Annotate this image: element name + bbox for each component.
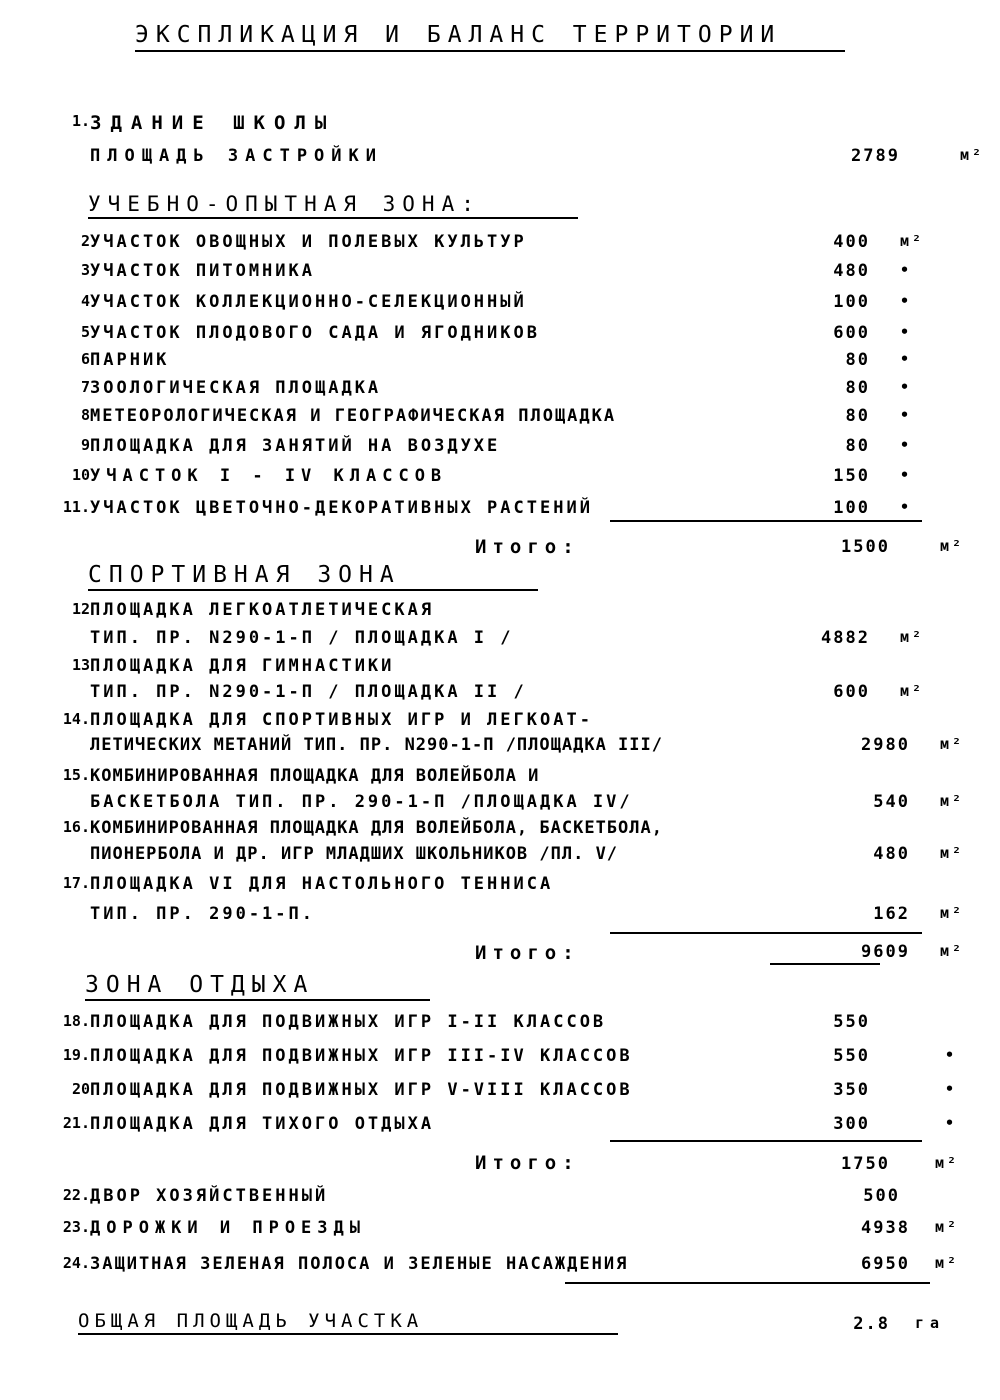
list-item — [50, 628, 940, 656]
item-number: 13 — [71, 656, 90, 674]
item-unit: м² — [900, 682, 925, 700]
item-value: 100 — [833, 498, 870, 518]
list-item — [50, 1046, 958, 1074]
item-value: 480 — [833, 261, 870, 281]
item-unit: м² — [940, 735, 965, 753]
item-label: ДОРОЖКИ И ПРОЕЗДЫ — [90, 1218, 366, 1238]
item-label: КОМБИНИРОВАННАЯ ПЛОЩАДКА ДЛЯ ВОЛЕЙБОЛА И — [90, 766, 540, 786]
item-unit: • — [900, 292, 913, 310]
item-unit: • — [900, 378, 913, 396]
item-label: ПЛОЩАДКА ДЛЯ СПОРТИВНЫХ ИГР И ЛЕГКОАТ- — [90, 710, 593, 730]
item-value: 400 — [833, 232, 870, 252]
item-label: ПЛОЩАДКА ДЛЯ ТИХОГО ОТДЫХА — [90, 1114, 435, 1134]
total-row — [50, 537, 965, 565]
item-unit: м² — [900, 628, 925, 646]
list-item — [50, 436, 940, 464]
item-number: 24. — [62, 1254, 90, 1272]
item-number: 17. — [62, 874, 90, 892]
item-value: 80 — [845, 406, 870, 426]
list-item — [50, 1254, 960, 1282]
item-label: БАСКЕТБОЛА ТИП. ПР. 290-1-П /ПЛОЩАДКА IV/ — [90, 792, 633, 812]
item-label: УЧАСТОК ЦВЕТОЧНО-ДЕКОРАТИВНЫХ РАСТЕНИЙ — [90, 498, 593, 518]
item-number: 4 — [80, 292, 90, 310]
item-value: 4882 — [821, 628, 870, 648]
section-heading: СПОРТИВНАЯ ЗОНА — [88, 562, 538, 591]
item-label: ТИП. ПР. 290-1-П. — [90, 904, 315, 924]
item-value: 300 — [833, 1114, 870, 1134]
item-label: МЕТЕОРОЛОГИЧЕСКАЯ И ГЕОГРАФИЧЕСКАЯ ПЛОЩАДКА — [90, 406, 617, 426]
item-number: 1. — [71, 112, 90, 130]
item-number: 15. — [62, 766, 90, 784]
item-label: ЛЕТИЧЕСКИХ МЕТАНИЙ ТИП. ПР. N290-1-П /ПЛОЩАДКА III/ — [90, 735, 663, 755]
list-item — [50, 904, 965, 932]
item-label: КОМБИНИРОВАННАЯ ПЛОЩАДКА ДЛЯ ВОЛЕЙБОЛА, БАСКЕТБОЛА, — [90, 818, 663, 838]
item-number: 11. — [62, 498, 90, 516]
overall-area-value: 2.8 — [853, 1314, 890, 1334]
underline-rule — [610, 520, 922, 522]
list-item — [50, 656, 940, 684]
list-item — [50, 261, 940, 289]
item-value: 4938 — [861, 1218, 910, 1238]
item-label: УЧАСТОК КОЛЛЕКЦИОННО-СЕЛЕКЦИОННЫЙ — [90, 292, 527, 312]
list-item — [50, 292, 940, 320]
item-number: 22. — [62, 1186, 90, 1204]
total-label: Итого: — [475, 536, 580, 558]
item-label: ПЛОЩАДКА VI ДЛЯ НАСТОЛЬНОГО ТЕННИСА — [90, 874, 554, 894]
list-item — [50, 1012, 940, 1040]
item-number: 9 — [80, 436, 90, 454]
overall-area-label: ОБЩАЯ ПЛОЩАДЬ УЧАСТКА — [78, 1310, 618, 1335]
item-label: УЧАСТОК ПИТОМНИКА — [90, 261, 315, 281]
item-unit: • — [900, 406, 913, 424]
item-unit: • — [945, 1114, 958, 1132]
item-value: 162 — [873, 904, 910, 924]
list-item — [50, 323, 940, 351]
list-item — [50, 1114, 958, 1142]
item-unit: м² — [900, 232, 925, 250]
list-item — [50, 406, 940, 434]
list-item — [50, 844, 965, 872]
item-label: ЗАЩИТНАЯ ЗЕЛЕНАЯ ПОЛОСА И ЗЕЛЕНЫЕ НАСАЖДЕНИЯ — [90, 1254, 629, 1274]
item-number: 3 — [80, 261, 90, 279]
item-value: 550 — [833, 1012, 870, 1032]
item-number: 5 — [80, 323, 90, 341]
item-number: 7 — [80, 378, 90, 396]
item-label: ЗООЛОГИЧЕСКАЯ ПЛОЩАДКА — [90, 378, 382, 398]
item-label: УЧАСТОК I - IV КЛАССОВ — [90, 466, 448, 486]
item-value: 150 — [833, 466, 870, 486]
item-unit: • — [945, 1080, 958, 1098]
item-number: 6 — [80, 350, 90, 368]
total-unit: м² — [940, 537, 965, 555]
item-number: 23. — [62, 1218, 90, 1236]
item-label: ПЛОЩАДКА ЛЕГКОАТЛЕТИЧЕСКАЯ — [90, 600, 435, 620]
list-item — [50, 766, 940, 794]
item-label: ПЛОЩАДКА ДЛЯ ПОДВИЖНЫХ ИГР III-IV КЛАССОВ — [90, 1046, 633, 1066]
total-value: 1500 — [841, 537, 890, 557]
list-item — [50, 232, 940, 260]
section-heading: УЧЕБНО-ОПЫТНАЯ ЗОНА: — [88, 192, 578, 219]
total-unit: м² — [940, 942, 965, 960]
item-unit: м² — [940, 792, 965, 810]
document-title: ЭКСПЛИКАЦИЯ И БАЛАНС ТЕРРИТОРИИ — [135, 22, 845, 52]
item-label: ТИП. ПР. N290-1-П / ПЛОЩАДКА II / — [90, 682, 527, 702]
item-label: ТИП. ПР. N290-1-П / ПЛОЩАДКА I / — [90, 628, 514, 648]
list-item — [50, 112, 940, 140]
item-unit: • — [900, 261, 913, 279]
list-item — [50, 350, 940, 378]
item-number: 14. — [62, 710, 90, 728]
item-number: 19. — [62, 1046, 90, 1064]
item-unit: м² — [940, 904, 965, 922]
item-label: ПЛОЩАДКА ДЛЯ ЗАНЯТИЙ НА ВОЗДУХЕ — [90, 436, 501, 456]
item-label: ПЛОЩАДЬ ЗАСТРОЙКИ — [90, 146, 383, 166]
list-item — [50, 792, 965, 820]
item-number: 16. — [62, 818, 90, 836]
total-unit: м² — [935, 1154, 960, 1172]
item-value: 80 — [845, 350, 870, 370]
item-label: УЧАСТОК ОВОЩНЫХ И ПОЛЕВЫХ КУЛЬТУР — [90, 232, 527, 252]
item-value: 600 — [833, 323, 870, 343]
item-number: 18. — [62, 1012, 90, 1030]
item-value: 2980 — [861, 735, 910, 755]
item-value: 600 — [833, 682, 870, 702]
item-value: 6950 — [861, 1254, 910, 1274]
item-number: 2 — [80, 232, 90, 250]
list-item — [50, 874, 940, 902]
item-number: 20 — [71, 1080, 90, 1098]
list-item — [50, 600, 940, 628]
item-unit: • — [900, 323, 913, 341]
item-value: 2789 — [851, 146, 900, 166]
item-label: ПЛОЩАДКА ДЛЯ ПОДВИЖНЫХ ИГР V-VIII КЛАССОВ — [90, 1080, 633, 1100]
item-value: 350 — [833, 1080, 870, 1100]
total-value: 1750 — [841, 1154, 890, 1174]
section-heading: ЗОНА ОТДЫХА — [85, 972, 430, 1001]
item-unit: м² — [935, 1254, 960, 1272]
item-label: ПАРНИК — [90, 350, 170, 370]
list-item — [50, 818, 940, 846]
item-unit: • — [900, 350, 913, 368]
total-label: Итого: — [475, 942, 580, 964]
item-number: 21. — [62, 1114, 90, 1132]
item-label: ПИОНЕРБОЛА И ДР. ИГР МЛАДШИХ ШКОЛЬНИКОВ /ПЛ. V/ — [90, 844, 619, 864]
list-item — [50, 682, 940, 710]
underline-rule — [770, 963, 880, 965]
list-item — [50, 146, 985, 174]
item-value: 100 — [833, 292, 870, 312]
item-unit: • — [900, 436, 913, 454]
item-value: 80 — [845, 378, 870, 398]
list-item — [50, 378, 940, 406]
item-label: ЗДАНИЕ ШКОЛЫ — [90, 112, 336, 134]
item-value: 540 — [873, 792, 910, 812]
list-item — [50, 735, 965, 763]
item-value: 480 — [873, 844, 910, 864]
item-label: ПЛОЩАДКА ДЛЯ ГИМНАСТИКИ — [90, 656, 395, 676]
item-value: 550 — [833, 1046, 870, 1066]
item-number: 8 — [80, 406, 90, 424]
item-unit: м² — [960, 146, 985, 164]
item-label: ПЛОЩАДКА ДЛЯ ПОДВИЖНЫХ ИГР I-II КЛАССОВ — [90, 1012, 607, 1032]
underline-rule — [610, 932, 922, 934]
overall-area-unit: га — [915, 1314, 946, 1332]
item-number: 12 — [71, 600, 90, 618]
list-item — [50, 466, 940, 494]
item-label: ДВОР ХОЗЯЙСТВЕННЫЙ — [90, 1186, 329, 1206]
item-unit: м² — [940, 844, 965, 862]
total-label: Итого: — [475, 1152, 580, 1174]
underline-rule — [610, 1140, 922, 1142]
item-number: 10 — [71, 466, 90, 484]
item-unit: • — [945, 1046, 958, 1064]
list-item — [50, 1218, 960, 1246]
total-row — [50, 1154, 960, 1182]
item-unit: м² — [935, 1218, 960, 1236]
list-item — [50, 1186, 940, 1214]
item-label: УЧАСТОК ПЛОДОВОГО САДА И ЯГОДНИКОВ — [90, 323, 540, 343]
underline-rule — [565, 1282, 930, 1284]
total-value: 9609 — [861, 942, 910, 962]
total-row — [50, 942, 965, 970]
list-item — [50, 710, 940, 738]
list-item — [50, 1080, 958, 1108]
item-unit: • — [900, 498, 913, 516]
item-value: 500 — [863, 1186, 900, 1206]
item-unit: • — [900, 466, 913, 484]
item-value: 80 — [845, 436, 870, 456]
overall-area-row — [50, 1314, 946, 1342]
